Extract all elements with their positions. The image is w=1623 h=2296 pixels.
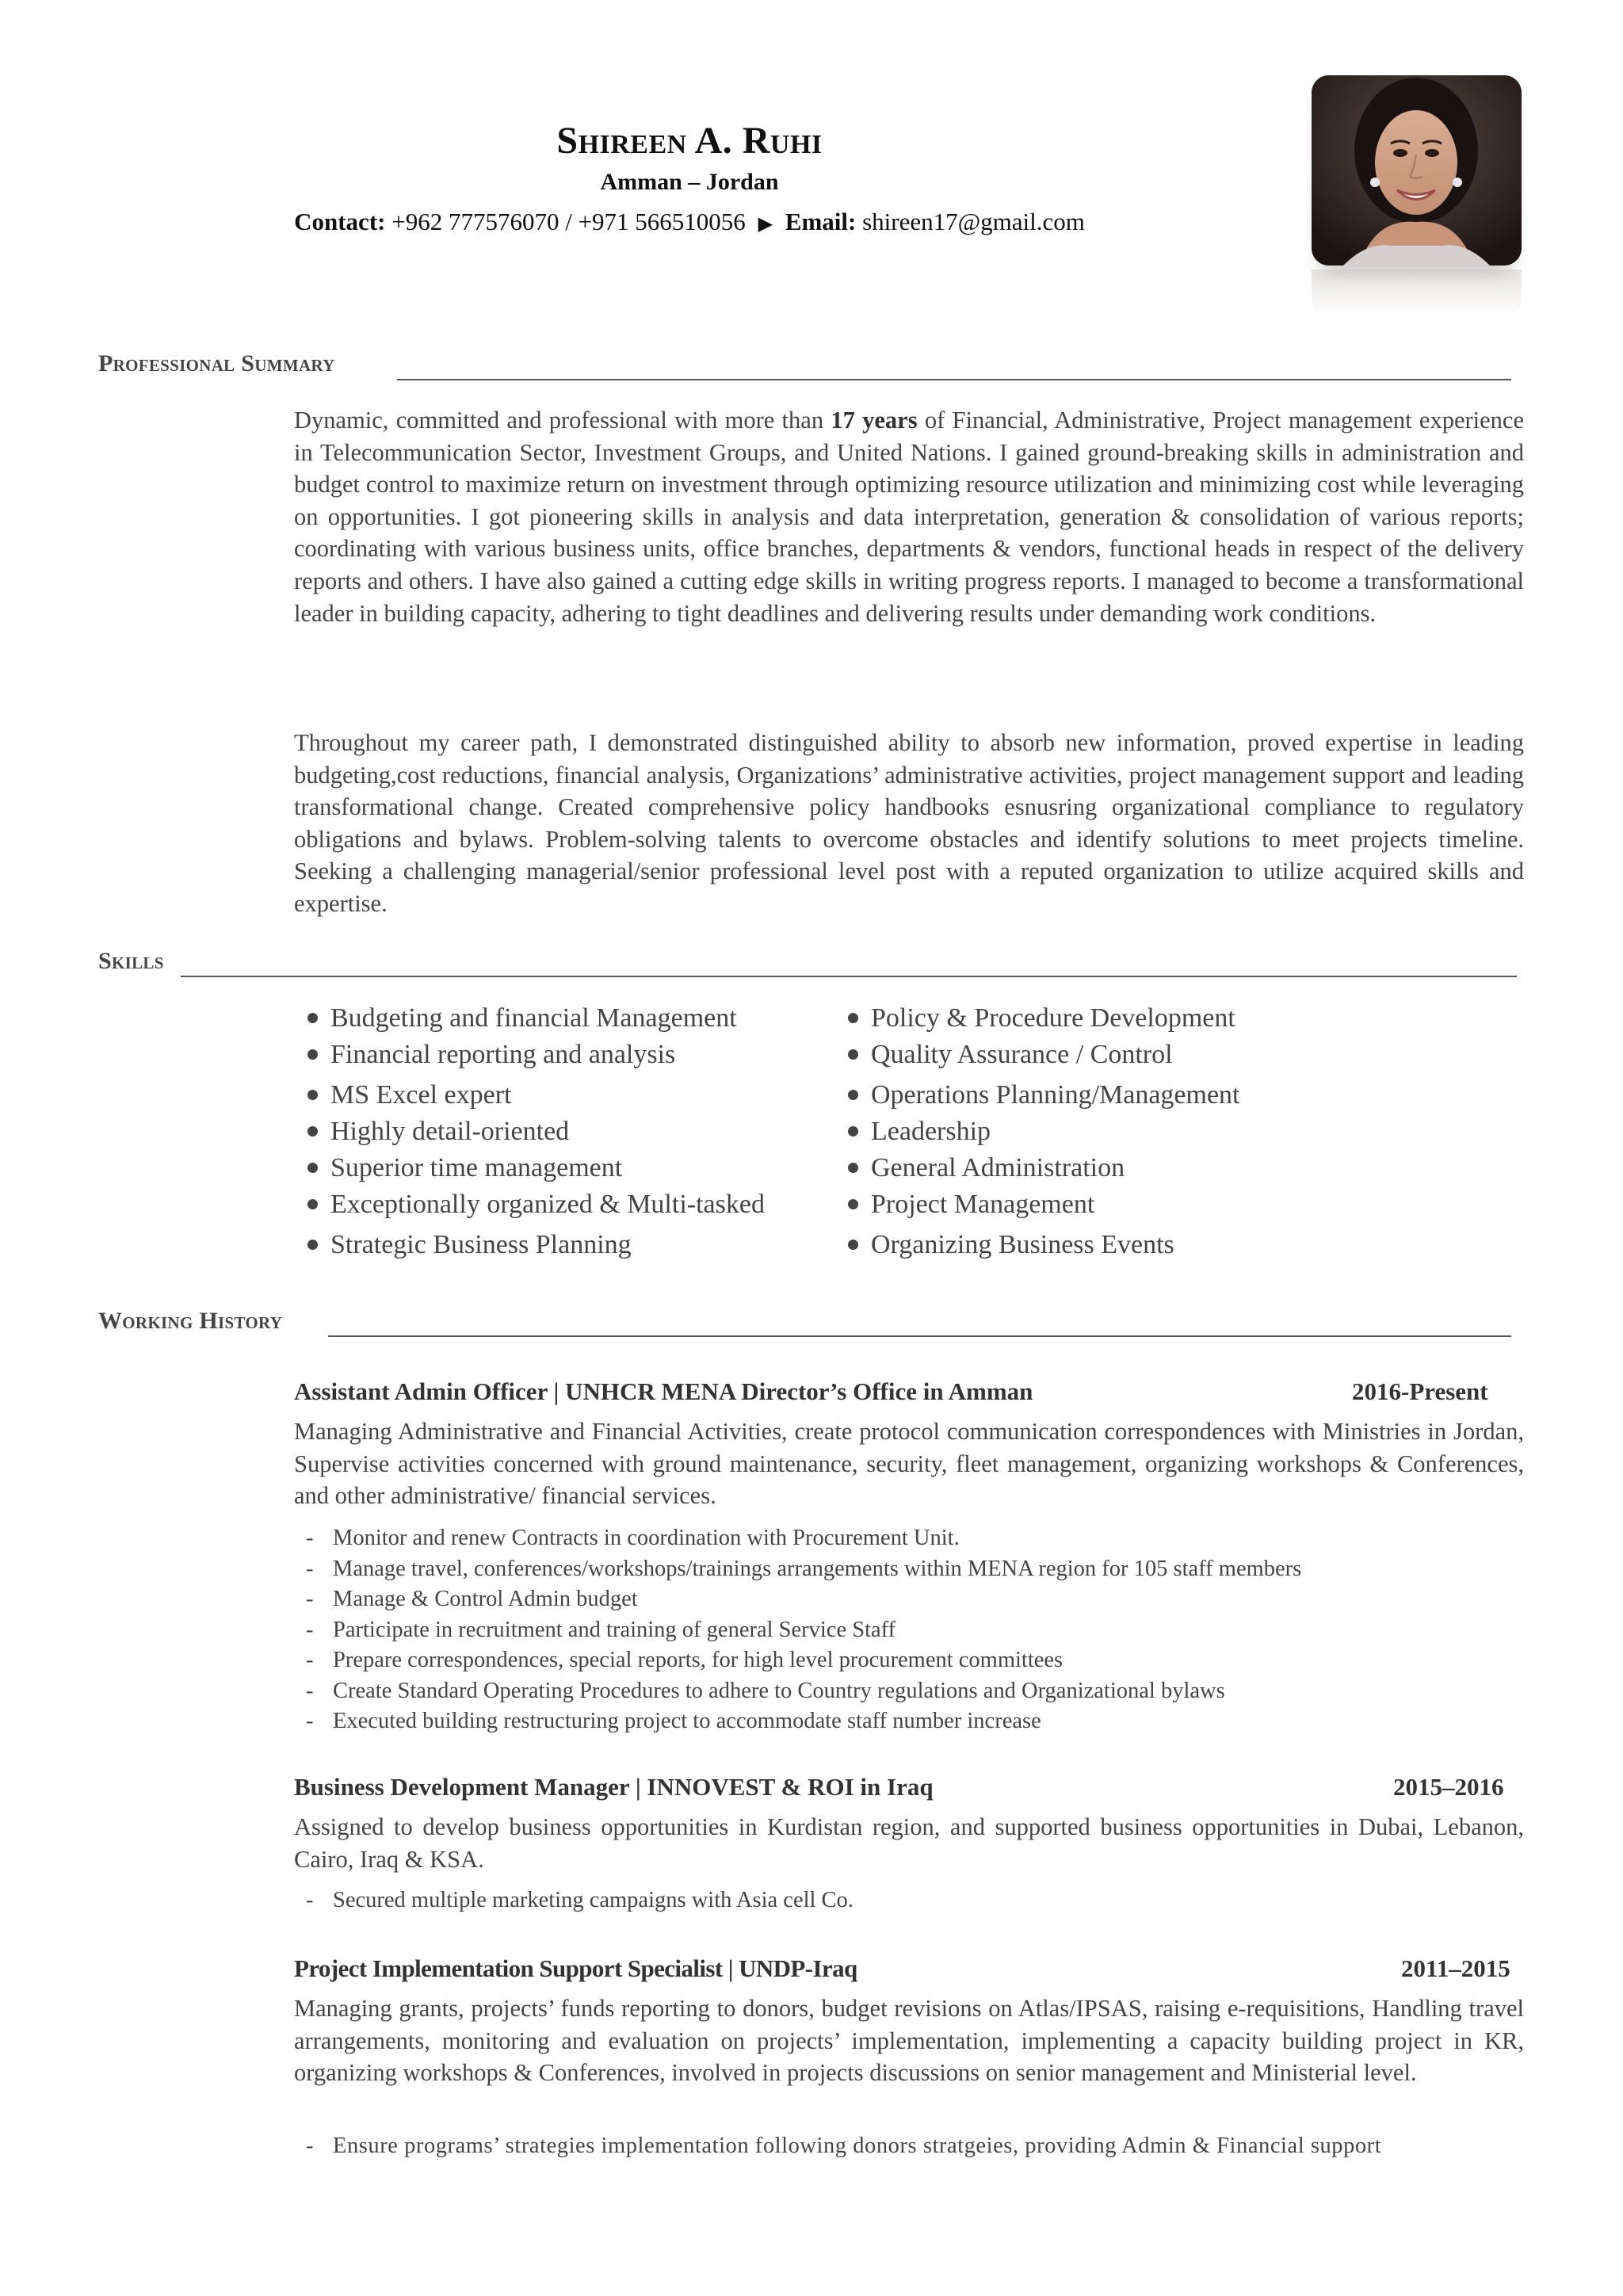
skill-item: Superior time management — [307, 1150, 765, 1186]
skill-item: Strategic Business Planning — [307, 1227, 765, 1263]
section-rule-skills — [181, 976, 1517, 977]
contact-label: Contact: — [294, 208, 386, 235]
job-tasks-2 — [306, 1885, 854, 1916]
bullet-icon — [848, 1090, 858, 1100]
section-heading-summary: Professional Summary — [98, 350, 335, 376]
skill-item: General Administration — [848, 1150, 1240, 1186]
bullet-icon — [848, 1013, 858, 1023]
email-address: shireen17@gmail.com — [862, 208, 1085, 235]
skill-item: Organizing Business Events — [848, 1227, 1240, 1263]
task-item: - Manage & Control Admin budget — [306, 1587, 638, 1611]
skill-item: Policy & Procedure Development — [848, 1000, 1240, 1037]
bullet-icon — [848, 1126, 858, 1137]
job-dates-2: 2015–2016 — [1393, 1773, 1504, 1801]
summary-p1-rest: of Financial, Administrative, Project management experience in Telecommunication Sector, Investment Groups, and United Nations. I gained ground-breaking skills in administration and budget control to maximize return on investment through optimizing resource utilization and minimizing cost while leveraging on opportunities. I got pioneering skills in analysis and data interpretation, generation & consolidation of various reports; coordinating with various business units, office branches, departments & vendors, functional heads in respect of the delivery reports and others. I have also gained a cutting edge skills in writing progress reports. I managed to become a transformational leader in building capacity, adhering to tight deadlines and delivering results under demanding work conditions. — [294, 407, 1524, 627]
candidate-name: Shireen A. Ruhi — [556, 120, 823, 162]
skill-item: Leadership — [848, 1114, 1240, 1150]
skill-item: Project Management — [848, 1186, 1240, 1223]
email-label: Email: — [785, 208, 857, 235]
bullet-icon — [307, 1090, 318, 1100]
skill-item: Operations Planning/Management — [848, 1077, 1240, 1114]
section-heading-skills: Skills — [98, 948, 164, 974]
bullet-icon — [848, 1049, 858, 1060]
summary-years: 17 years — [831, 407, 918, 434]
job-description-3: Managing grants, projects’ funds reporting to donors, budget revisions on Atlas/IPSAS, raising e-requisitions, Handling travel arrangements, monitoring and evaluation on projects’ implementation, implementing a capacity building project in KR, organizing workshops & Conferences, involved in projects discussions on senior management and Ministerial level. — [294, 1995, 1524, 2087]
section-rule-history — [328, 1335, 1511, 1337]
job-dates-3: 2011–2015 — [1401, 1954, 1510, 1982]
bullet-icon — [848, 1199, 858, 1209]
job-tasks-1 — [306, 1523, 1301, 1737]
bullet-icon — [307, 1126, 318, 1137]
job-title-3: Project Implementation Support Specialist | UNDP-Iraq — [294, 1954, 857, 1982]
bullet-icon — [307, 1199, 318, 1209]
phone-numbers: +962 777576070 / +971 566510056 — [391, 208, 746, 235]
section-heading-history: Working History — [98, 1308, 283, 1334]
job-description-1: Managing Administrative and Financial Activities, create protocol communication correspondences with Ministries in Jordan, Supervise activities concerned with ground maintenance, security, fleet management, organizing workshops & Conferences, and other administrative/ financial services. — [294, 1418, 1524, 1510]
bullet-icon — [848, 1240, 858, 1250]
task-item: - Executed building restructuring project to accommodate staff number increase — [306, 1709, 1041, 1733]
photo-reflection — [1312, 269, 1522, 317]
job-dates-1: 2016-Present — [1352, 1377, 1488, 1405]
skill-item: Financial reporting and analysis — [307, 1037, 765, 1073]
portrait-image — [1312, 75, 1522, 266]
skill-item: MS Excel expert — [307, 1077, 765, 1114]
candidate-location: Amman – Jordan — [600, 169, 779, 195]
task-item: - Participate in recruitment and training of general Service Staff — [306, 1617, 896, 1642]
bullet-icon — [307, 1240, 318, 1250]
job-description-2: Assigned to develop business opportunities in Kurdistan region, and supported business opportunities in Dubai, Lebanon, Cairo, Iraq & KSA. — [294, 1813, 1524, 1873]
task-item: - Prepare correspondences, special reports, for high level procurement committees — [306, 1648, 1064, 1672]
task-item: - Manage travel, conferences/workshops/trainings arrangements within MENA region for 105 staff members — [306, 1556, 1302, 1581]
summary-paragraph-2: Throughout my career path, I demonstrated distinguished ability to absorb new information, proved expertise in leading budgeting,cost reductions, financial analysis, Organizations’ administrative activities, project management support and leading transformational change. Created comprehensive policy handbooks esnusring organizational compliance to regulatory obligations and bylaws. Problem-solving talents to overcome obstacles and identify solutions to meet projects timeline. Seeking a challenging managerial/senior professional level post with a reputed organization to utilize acquired skills and expertise. — [294, 729, 1524, 917]
task-item: - Monitor and renew Contracts in coordination with Procurement Unit. — [306, 1526, 960, 1550]
job-tasks-3 — [306, 2131, 1381, 2162]
section-rule-summary — [397, 379, 1511, 380]
skill-item: Budgeting and financial Management — [307, 1000, 765, 1037]
task-item: - Ensure programs’ strategies implementation following donors stratgeies, providing Admin & Financial support — [306, 2134, 1382, 2158]
triangle-right-icon: ▶ — [758, 214, 773, 235]
job-title-1: Assistant Admin Officer | UNHCR MENA Director’s Office in Amman — [294, 1377, 1033, 1405]
skills-list-right — [848, 1000, 1240, 1263]
skill-item: Highly detail-oriented — [307, 1114, 765, 1150]
skills-list-left — [307, 1000, 765, 1263]
profile-photo — [1312, 75, 1522, 266]
bullet-icon — [307, 1049, 318, 1060]
bullet-icon — [848, 1163, 858, 1173]
contact-line — [214, 208, 1165, 236]
summary-paragraph-1 — [294, 404, 1524, 629]
skill-item: Exceptionally organized & Multi-tasked — [307, 1186, 765, 1223]
summary-p1-lead: Dynamic, committed and professional with more than — [294, 407, 824, 434]
job-title-2: Business Development Manager | INNOVEST & ROI in Iraq — [294, 1773, 934, 1801]
task-item: - Create Standard Operating Procedures to adhere to Country regulations and Organizational bylaws — [306, 1678, 1225, 1703]
bullet-icon — [307, 1013, 318, 1023]
bullet-icon — [307, 1163, 318, 1173]
task-item: - Secured multiple marketing campaigns with Asia cell Co. — [306, 1888, 854, 1912]
skill-item: Quality Assurance / Control — [848, 1037, 1240, 1073]
